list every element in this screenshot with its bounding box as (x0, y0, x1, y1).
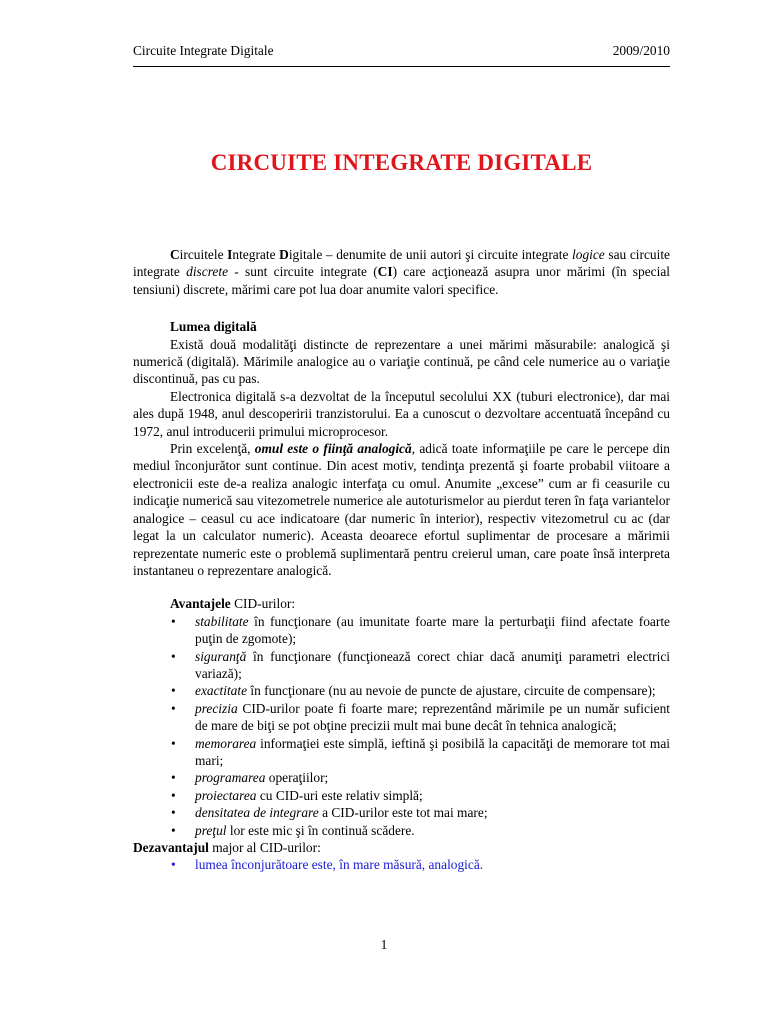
list-item (133, 822, 670, 839)
section-title-dezavantaje (133, 839, 670, 856)
header-year: 2009/2010 (612, 43, 670, 58)
lumea-paragraph-2: Electronica digitală s-a dezvoltat de la începutul secolului XX (tuburi electronice), dar mai ales după 1948, anul descoperirii tranzistorului. Ea a cunoscut o dezvoltare accentuată începând cu 1972, anul introducerii primului microprocesor. (133, 388, 670, 439)
intro-text-4: sau circuite integrate (133, 247, 670, 280)
bullet-icon: • (171, 613, 176, 629)
bullet-icon: • (171, 683, 176, 699)
intro-text-2: ntegrate (232, 247, 280, 262)
list-item (133, 682, 670, 699)
page-number: 1 (380, 937, 388, 952)
dezavantaje-title-rest: major al CID-urilor: (208, 840, 321, 855)
dezavantaje-item-text: lumea înconjurătoare este, în mare măsură, analogică. (195, 857, 484, 873)
item-keyword: programarea (195, 770, 266, 786)
item-text: a CID-urilor este tot mai mare; (318, 805, 488, 821)
item-keyword: proiectarea (195, 787, 257, 803)
dezavantaje-title-bold: Dezavantajul (133, 840, 209, 855)
item-text: lor este mic şi în continuă scădere. (226, 822, 415, 838)
item-keyword: exactitate (195, 683, 248, 699)
header-course-title: Circuite Integrate Digitale (133, 43, 274, 58)
p3-text-c: , adică toate informaţiile pe care le percepe din mediul înconjurător sunt continue. Din acest motiv, tendinţa prezentă şi foarte probabil viitoare a electronicii este de-a realiza analogic interfaţa cu omul. Anumite „excese” cum ar fi ceasurile cu indicaţie numerică sau vitezometrele numerice ale autoturismelor au pierdut teren în faţa variantelor analogice – ceasul cu ace indicatoare (dar numeric în interior), respectiv vitezometrul cu ac (dar legat la un calculator numeric). Aceasta deoarece efortul suplimentar de procesare a mărimii reprezentate numeric este o problemă suplimentară pentru creierul uman, care poate însă interpreta instantaneu o reprezentare analogică. (133, 441, 670, 578)
list-item (133, 769, 670, 786)
intro-text-3: igitale – denumite de unii autori şi circuite integrate (288, 247, 573, 262)
list-item (133, 787, 670, 804)
bullet-icon: • (171, 735, 176, 751)
bullet-icon: • (171, 648, 176, 664)
bullet-icon: • (171, 857, 176, 873)
avantaje-list (133, 613, 670, 839)
lumea-paragraph-3 (133, 440, 670, 579)
intro-initial-d: D (279, 247, 289, 262)
lumea-paragraph-1: Există două modalităţi distincte de reprezentare a unei mărimi măsurabile: analogică şi numerică (digitală). Mărimile analogice au o variaţie continuă, pe când cele numerice au o variaţie discontinuă, pas cu pas. (133, 336, 670, 387)
list-item (133, 804, 670, 821)
spacer (133, 579, 670, 595)
intro-text-5: - sunt circuite integrate ( (228, 264, 378, 280)
p3-emphasis: omul este o fiinţă analogică (254, 441, 412, 457)
item-keyword: precizia (195, 700, 238, 716)
item-text: în funcţionare (funcţionează corect chiar dacă anumiţi parametri electrici variază); (195, 648, 670, 681)
bullet-icon: • (171, 805, 176, 821)
item-keyword: stabilitate (195, 613, 249, 629)
item-keyword: siguranţă (195, 648, 247, 664)
intro-initial-i: I (227, 247, 233, 262)
item-keyword: preţul (195, 822, 227, 838)
avantaje-title-bold: Avantajele (170, 596, 231, 612)
page-header (133, 43, 670, 63)
document-body (133, 246, 670, 874)
list-item (133, 613, 670, 648)
intro-italic-discrete: discrete (186, 264, 229, 280)
intro-paragraph (133, 246, 670, 298)
intro-text-1: ircuitele (179, 247, 228, 262)
list-item (133, 648, 670, 683)
document-title: CIRCUITE INTEGRATE DIGITALE (210, 150, 593, 175)
list-item (133, 700, 670, 735)
list-item (133, 735, 670, 770)
dezavantaje-list (133, 856, 670, 873)
section-title-lumea: Lumea digitală (170, 319, 257, 335)
intro-text-6: ) care acţionează asupra unor mărimi (în special tensiuni) discrete, mărimi care pot lua doar anumite valori specifice. (133, 264, 670, 297)
bullet-icon: • (171, 787, 176, 803)
item-text: în funcţionare (nu au nevoie de puncte de ajustare, circuite de compensare); (247, 683, 656, 699)
item-text: informaţiei este simplă, ieftină şi posibilă la capacităţi de memorare tot mai mari; (195, 735, 670, 768)
item-keyword: memorarea (195, 735, 257, 751)
bullet-icon: • (171, 770, 176, 786)
p3-text-a: Prin excelenţă, (170, 441, 255, 457)
intro-italic-logice: logice (572, 247, 605, 262)
item-text: CID-urilor poate fi foarte mare; reprezentând mărimile pe un număr suficient de mare de biţi se pot obţine precizii mult mai bune decât în tehnica analogică; (195, 700, 670, 734)
item-text: cu CID-uri este relativ simplă; (256, 787, 423, 803)
item-text: operaţiilor; (265, 770, 329, 786)
intro-bold-ci: CI (377, 264, 393, 280)
bullet-icon: • (171, 822, 176, 838)
item-text: în funcţionare (au imunitate foarte mare la perturbaţii fiind afectate foarte puţin de zgomote); (195, 613, 670, 647)
bullet-icon: • (171, 700, 176, 716)
section-title-avantaje (133, 595, 670, 612)
spacer (133, 298, 670, 318)
avantaje-title-rest: CID-urilor: (230, 596, 296, 612)
intro-initial-c: C (170, 247, 180, 262)
list-item (133, 856, 670, 873)
header-rule (133, 66, 670, 67)
item-keyword: densitatea de integrare (195, 805, 319, 821)
